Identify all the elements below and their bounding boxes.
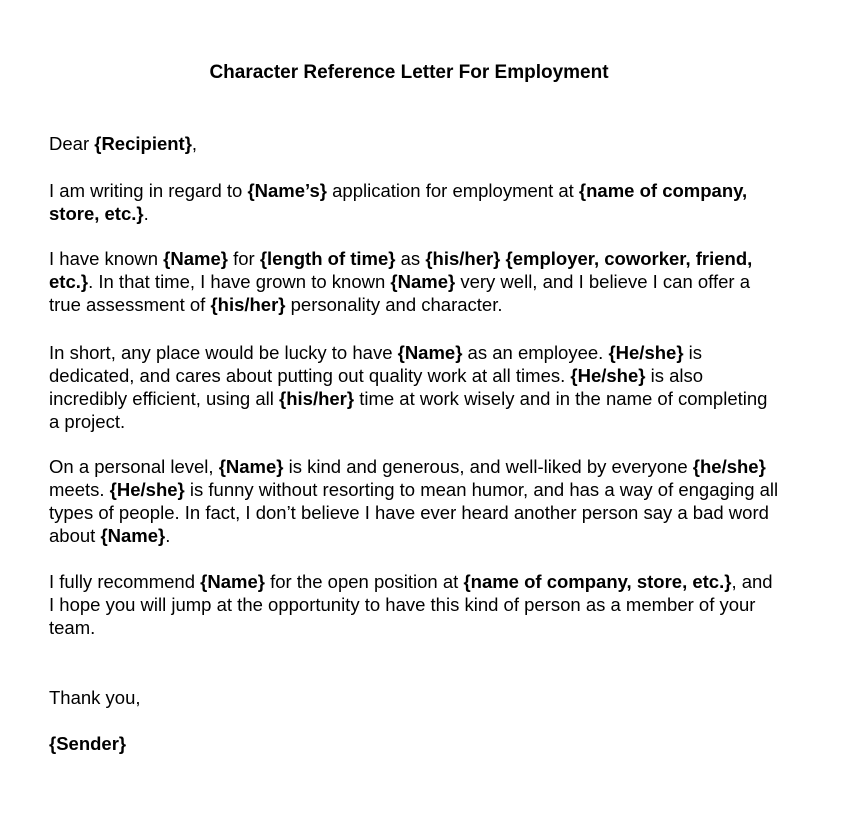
placeholder-field: {Name} (218, 456, 284, 477)
placeholder-field: {length of time} (259, 248, 396, 269)
placeholder-field: {Name} (390, 271, 456, 292)
paragraph-work-qualities: In short, any place would be lucky to have {Name} as an employee. {He/she} is dedicated, and cares about putting out quality work at all times. {He/she} is also incredibly efficient, using all {his/her} time at work wisely and in the name of completing a project. (49, 342, 768, 432)
placeholder-field: {his/her} (425, 248, 501, 269)
placeholder-field: {his/her} (279, 388, 355, 409)
signature (49, 732, 779, 755)
placeholder-field: {Name} (397, 342, 463, 363)
document-title: Character Reference Letter For Employment (209, 62, 609, 83)
placeholder-field: {He/she} (109, 479, 185, 500)
placeholder-field: {Name} (163, 248, 228, 269)
placeholder-field: {He/she} (570, 365, 646, 386)
paragraph-relationship: I have known {Name} for {length of time} as {his/her} {employer, coworker, friend, etc.}. In that time, I have grown to known {Name} very well, and I believe I can offer a true assessment of {his/her} personality and character. (49, 248, 753, 315)
placeholder-field: {his/her} (210, 294, 286, 315)
placeholder-field: {Name’s} (247, 180, 327, 201)
placeholder-field: {Name} (200, 571, 265, 592)
paragraph-recommendation: I fully recommend {Name} for the open position at {name of company, store, etc.}, and I hope you will jump at the opportunity to have this kind of person as a member of your team. (49, 571, 773, 638)
paragraph-personal-qualities: On a personal level, {Name} is kind and generous, and well-liked by everyone {he/she} meets. {He/she} is funny without resorting to mean humor, and has a way of engaging all types of people. In fact, I don’t believe I have ever heard another person say a bad word about {Name}. (49, 456, 779, 546)
placeholder-field: {Sender} (49, 733, 127, 754)
closing: Thank you, (49, 687, 141, 708)
paragraph-application: I am writing in regard to {Name’s} application for employment at {name of company, store, etc.}. (49, 180, 748, 224)
salutation: Dear {Recipient}, (49, 133, 198, 154)
placeholder-field: {name of company, store, etc.} (49, 180, 748, 224)
placeholder-field: {He/she} (608, 342, 684, 363)
placeholder-field: {name of company, store, etc.} (463, 571, 732, 592)
placeholder-field: {Recipient} (94, 133, 192, 154)
placeholder-field: {Name} (100, 525, 166, 546)
placeholder-field: {he/she} (692, 456, 766, 477)
placeholder-field: {employer, coworker, friend, etc.} (49, 248, 753, 292)
